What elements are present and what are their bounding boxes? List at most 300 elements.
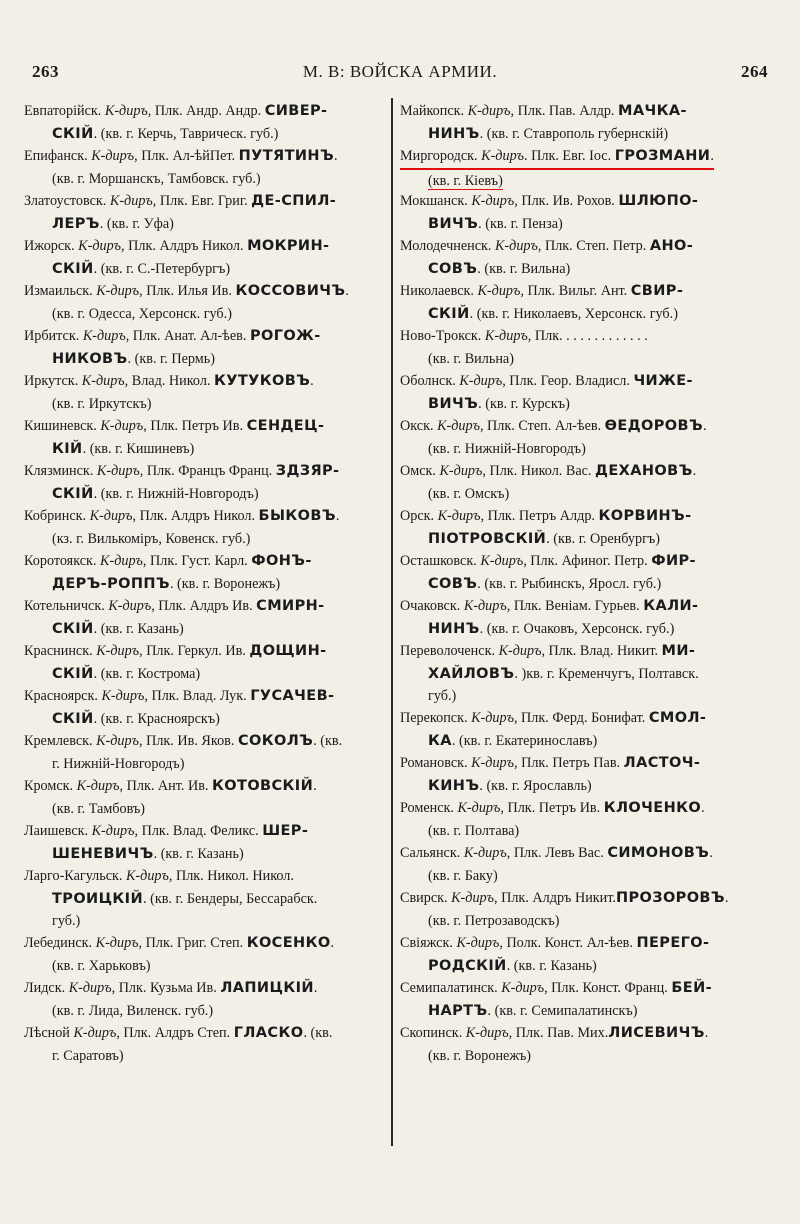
commander-surname: ФОНЪ- bbox=[251, 553, 312, 569]
regiment-entry bbox=[400, 145, 772, 190]
commander-abbr: К-диръ bbox=[81, 373, 125, 389]
entry-line-2 bbox=[400, 348, 772, 371]
rank-and-initials: , Плк. Алдръ Никол. bbox=[132, 508, 259, 524]
entry-line-2 bbox=[24, 348, 386, 371]
entry-line-2 bbox=[24, 618, 386, 641]
regiment-name: Лаишевск. bbox=[24, 823, 92, 839]
rank-and-initials: , Плк. Илья Ив. bbox=[139, 283, 236, 299]
regiment-entry bbox=[400, 932, 772, 977]
commander-surname-cont: ЛЕРЪ bbox=[52, 215, 100, 232]
entry-line-1 bbox=[24, 100, 386, 123]
commander-surname: СМОЛ- bbox=[648, 710, 707, 726]
rank-and-initials: . Плк. Евг. Іос. bbox=[524, 148, 615, 164]
commander-surname-cont: ВИЧЪ bbox=[428, 395, 479, 412]
punctuation: . bbox=[709, 845, 713, 861]
commander-surname-cont: КІЙ bbox=[52, 440, 83, 457]
regiment-entry bbox=[24, 820, 386, 865]
rank-and-initials: , Плк. Петръ Ив. bbox=[500, 800, 604, 816]
entry-line-1 bbox=[400, 1022, 772, 1045]
quarters-location: (кв. г. Петрозаводскъ) bbox=[428, 912, 560, 929]
commander-surname: КАЛИ- bbox=[643, 598, 699, 614]
quarters-location: (кв. г. Баку) bbox=[428, 867, 498, 884]
commander-surname: КОССОВИЧЪ bbox=[235, 283, 346, 299]
commander-surname: ПЕРЕГО- bbox=[636, 935, 710, 951]
entry-line-1 bbox=[24, 977, 386, 1000]
regiment-name: Ижорск. bbox=[24, 238, 79, 254]
rank-and-initials: , Плк. Ал-ѣйПет. bbox=[134, 148, 239, 164]
quarters-location: . (кв. г. Казань) bbox=[153, 845, 244, 862]
entry-line-1 bbox=[400, 505, 772, 528]
entry-line-2 bbox=[24, 1045, 386, 1068]
regiment-name: Свирск. bbox=[400, 890, 452, 906]
regiment-entry bbox=[24, 460, 386, 505]
regiment-name: Переволоченск. bbox=[400, 643, 499, 659]
quarters-location: . (кв. г. Очаковъ, Херсонск. губ.) bbox=[479, 620, 675, 637]
quarters-location: (кв. г. Нижній-Новгородъ) bbox=[428, 440, 586, 457]
commander-abbr: К-диръ bbox=[501, 980, 545, 996]
commander-abbr: К-диръ bbox=[465, 1025, 509, 1041]
regiment-entry bbox=[400, 707, 772, 752]
regiment-name: Лебединск. bbox=[24, 935, 96, 951]
entry-line-1 bbox=[24, 775, 386, 798]
commander-abbr: К-диръ bbox=[477, 283, 521, 299]
punctuation: . bbox=[710, 148, 714, 164]
commander-abbr: К-диръ bbox=[481, 148, 525, 164]
regiment-name: Скопинск. bbox=[400, 1025, 466, 1041]
running-title: М. В: ВОЙСКА АРМИИ. bbox=[302, 62, 498, 81]
commander-surname-cont: ДЕРЪ-РОППЪ bbox=[52, 575, 170, 592]
regiment-entry bbox=[24, 235, 386, 280]
entry-line-2 bbox=[400, 170, 772, 191]
entry-line-2 bbox=[24, 573, 386, 596]
commander-surname-cont: КА bbox=[428, 732, 452, 749]
commander-surname-cont: ТРОИЦКІЙ bbox=[52, 890, 144, 907]
entry-line-2 bbox=[400, 775, 772, 798]
commander-surname-cont: ПІОТРОВСКІЙ bbox=[428, 530, 547, 547]
regiment-entry bbox=[400, 977, 772, 1022]
entry-line-2 bbox=[400, 865, 772, 888]
commander-surname: ДЕХАНОВЪ bbox=[595, 463, 693, 479]
commander-abbr: К-диръ bbox=[480, 553, 524, 569]
regiment-name: Красноярск. bbox=[24, 688, 102, 704]
entry-line-1 bbox=[400, 977, 772, 1000]
regiment-name: Кромск. bbox=[24, 778, 77, 794]
rank-and-initials: , Плк. Алдръ Никол. bbox=[121, 238, 248, 254]
rank-and-initials: , Плк. Пав. Мих. bbox=[508, 1025, 609, 1041]
entry-line-1 bbox=[400, 550, 772, 573]
commander-surname: КУТУКОВЪ bbox=[214, 373, 311, 389]
quarters-location: . (кв. г. Семипалатинскъ) bbox=[487, 1002, 638, 1019]
entry-line-1 bbox=[400, 370, 772, 393]
rank-and-initials: , Плк. Влад. Никит. bbox=[541, 643, 662, 659]
commander-abbr: К-диръ bbox=[457, 800, 501, 816]
rank-and-initials: , Плк. Алдръ Степ. bbox=[116, 1025, 234, 1041]
rank-and-initials: , Плк. Ив. Яков. bbox=[138, 733, 238, 749]
entry-line-1 bbox=[24, 820, 386, 843]
quarters-location: . (кв. г. Екатеринославъ) bbox=[451, 732, 598, 749]
entry-line-1 bbox=[24, 370, 386, 393]
punctuation: . bbox=[330, 935, 335, 951]
regiment-entry bbox=[400, 190, 772, 235]
regiment-name: Николаевск. bbox=[400, 283, 478, 299]
punctuation: . bbox=[692, 463, 697, 479]
rank-and-initials: , Плк. Влад. Лук. bbox=[144, 688, 251, 704]
entry-line-2 bbox=[400, 618, 772, 641]
commander-abbr: К-диръ bbox=[498, 643, 542, 659]
entry-line-2 bbox=[24, 663, 386, 686]
rank-and-initials: , Плк. Густ. Карл. bbox=[142, 553, 252, 569]
rank-and-initials: , Плк. Петръ Ив. bbox=[143, 418, 247, 434]
entry-line-2 bbox=[400, 438, 772, 461]
entry-line-1 bbox=[400, 887, 772, 910]
rank-and-initials: , Влад. Никол. bbox=[124, 373, 215, 389]
regiment-name: Майкопск. bbox=[400, 103, 468, 119]
commander-surname-cont: НИНЪ bbox=[428, 620, 480, 637]
entry-line-1 bbox=[400, 235, 772, 258]
commander-abbr: К-диръ bbox=[96, 463, 140, 479]
punctuation: . bbox=[335, 508, 340, 524]
regiment-name: Кремлевск. bbox=[24, 733, 97, 749]
entry-line-1 bbox=[400, 415, 772, 438]
regiment-name: Семипалатинск. bbox=[400, 980, 502, 996]
commander-surname: МАЧКА- bbox=[618, 103, 687, 119]
quarters-location: (кв. г. Воронежъ) bbox=[428, 1047, 532, 1064]
regiment-name: Епифанск. bbox=[24, 148, 92, 164]
regiment-name: Окск. bbox=[400, 418, 438, 434]
rank-and-initials: , Плк. Геор. Владисл. bbox=[502, 373, 634, 389]
entry-line-2 bbox=[400, 393, 772, 416]
punctuation: . (кв. bbox=[313, 733, 343, 749]
commander-surname-cont: НИНЪ bbox=[428, 125, 480, 142]
regiment-entry bbox=[24, 865, 386, 932]
entry-line-2 bbox=[400, 303, 772, 326]
quarters-location: . (кв. г. Керчь, Таврическ. губ.) bbox=[93, 125, 279, 142]
regiment-name: Краснинск. bbox=[24, 643, 97, 659]
commander-abbr: К-диръ bbox=[495, 238, 538, 254]
commander-abbr: К-диръ bbox=[76, 778, 120, 794]
regiment-name: Очаковск. bbox=[400, 598, 464, 614]
regiment-entry bbox=[24, 640, 386, 685]
entry-line-1 bbox=[24, 460, 386, 483]
rank-and-initials: , Плк. Ив. Рохов. bbox=[514, 193, 619, 209]
regiment-name: Котельничск. bbox=[24, 598, 109, 614]
quarters-location: . )кв. г. Кременчугъ, Полтавск. bbox=[514, 665, 699, 682]
entry-line-1 bbox=[24, 595, 386, 618]
punctuation: . bbox=[345, 283, 349, 299]
rank-and-initials: , Плк. . . . . . . . . . . . . bbox=[527, 328, 648, 344]
entry-line-1 bbox=[24, 685, 386, 708]
commander-surname: ЛИСЕВИЧЪ bbox=[608, 1025, 705, 1041]
entry-line-2 bbox=[400, 258, 772, 281]
regiment-entry bbox=[400, 752, 772, 797]
commander-surname: СОКОЛЪ bbox=[237, 733, 314, 749]
entry-line-2 bbox=[24, 168, 386, 191]
commander-surname: СЕНДЕЦ- bbox=[246, 418, 325, 434]
commander-surname-cont: НАРТЪ bbox=[428, 1002, 488, 1019]
regiment-entry bbox=[400, 1022, 772, 1067]
entry-line-1 bbox=[24, 415, 386, 438]
entry-line-2 bbox=[400, 1000, 772, 1023]
entry-line-2 bbox=[400, 483, 772, 506]
commander-surname: ГРОЗМАНИ bbox=[614, 148, 711, 164]
commander-surname: ЗДЗЯР- bbox=[275, 463, 340, 479]
commander-surname-cont: ШЕНЕВИЧЪ bbox=[52, 845, 154, 862]
commander-abbr: К-диръ bbox=[95, 935, 139, 951]
regiment-entry bbox=[24, 595, 386, 640]
quarters-location: . (кв. г. Казань) bbox=[93, 620, 184, 637]
entry-line-1 bbox=[400, 100, 772, 123]
commander-surname-cont: СКІЙ bbox=[52, 260, 94, 277]
commander-abbr: К-диръ bbox=[100, 553, 143, 569]
quarters-location: . (кв. г. Пермь) bbox=[127, 350, 215, 367]
rank-and-initials: , Плк. Францъ Франц. bbox=[139, 463, 276, 479]
regiment-name: Роменск. bbox=[400, 800, 458, 816]
regiment-entry bbox=[400, 797, 772, 842]
commander-surname: СМИРН- bbox=[256, 598, 325, 614]
commander-abbr: К-диръ bbox=[78, 238, 122, 254]
rank-and-initials: , Полк. Конст. Ал-ѣев. bbox=[499, 935, 637, 951]
commander-surname-cont: ХАЙЛОВЪ bbox=[428, 665, 515, 682]
regiment-name: Златоустовск. bbox=[24, 193, 110, 209]
entry-line-2 bbox=[24, 393, 386, 416]
regiment-name: Лѣсной bbox=[24, 1025, 74, 1041]
quarters-location: . (кв. г. Курскъ) bbox=[478, 395, 570, 412]
commander-surname-cont: СКІЙ bbox=[52, 485, 94, 502]
entry-line-1 bbox=[24, 1022, 386, 1045]
regiment-name: Измаильск. bbox=[24, 283, 97, 299]
regiment-entry bbox=[24, 977, 386, 1022]
rank-and-initials: , Плк. Геркул. Ив. bbox=[139, 643, 250, 659]
commander-abbr: К-диръ bbox=[463, 598, 507, 614]
quarters-location: . (кв. г. Ярославль) bbox=[479, 777, 592, 794]
entry-line-1 bbox=[400, 752, 772, 775]
commander-abbr: К-диръ bbox=[456, 935, 500, 951]
commander-surname: СИМОНОВЪ bbox=[607, 845, 710, 861]
entry-line-2 bbox=[24, 123, 386, 146]
quarters-location: (кз. г. Вилькоміръ, Ковенск. губ.) bbox=[52, 530, 251, 547]
page-number-right: 264 bbox=[741, 62, 768, 81]
commander-surname: ФИР- bbox=[651, 553, 696, 569]
entry-line-1 bbox=[24, 325, 386, 348]
entry-line-2 bbox=[24, 483, 386, 506]
entry-line-2 bbox=[24, 528, 386, 551]
commander-abbr: К-диръ bbox=[467, 103, 511, 119]
entry-line-2 bbox=[400, 528, 772, 551]
regiment-name: Клязминск. bbox=[24, 463, 97, 479]
punctuation: . bbox=[701, 800, 705, 816]
commander-surname: МИ- bbox=[661, 643, 696, 659]
regiment-entry bbox=[24, 190, 386, 235]
regiment-name: Омск. bbox=[400, 463, 440, 479]
entry-line-1 bbox=[24, 145, 386, 168]
entry-line-1 bbox=[400, 460, 772, 483]
entry-line-2 bbox=[24, 303, 386, 326]
commander-surname: ѲЕДОРОВЪ bbox=[604, 418, 703, 434]
commander-surname: ЧИЖЕ- bbox=[633, 373, 693, 389]
column-divider bbox=[391, 98, 393, 1146]
commander-surname-cont: РОДСКІЙ bbox=[428, 957, 507, 974]
commander-surname: БЫКОВЪ bbox=[258, 508, 336, 524]
commander-surname-cont: СОВЪ bbox=[428, 575, 478, 592]
commander-surname: КОСЕНКО bbox=[246, 935, 331, 951]
quarters-location: . (кв. г. Вильна) bbox=[477, 260, 571, 277]
commander-surname: ПУТЯТИНЪ bbox=[238, 148, 334, 164]
entry-line-1 bbox=[24, 865, 386, 888]
quarters-location: (кв. г. Моршанскъ, Тамбовск. губ.) bbox=[52, 170, 261, 187]
regiment-entry bbox=[400, 550, 772, 595]
entry-line-2 bbox=[400, 1045, 772, 1068]
quarters-location: (кв. г. Омскъ) bbox=[428, 485, 510, 502]
quarters-location-cont: губ.) bbox=[52, 913, 81, 929]
rank-and-initials: , Плк. Евг. Григ. bbox=[152, 193, 252, 209]
entry-line-3 bbox=[24, 910, 386, 932]
punctuation: . bbox=[333, 148, 338, 164]
rank-and-initials: , Плк. Степ. Петр. bbox=[537, 238, 650, 254]
commander-abbr: К-диръ bbox=[126, 868, 169, 884]
commander-abbr: К-диръ bbox=[471, 193, 515, 209]
quarters-location: (кв. г. Вильна) bbox=[428, 350, 514, 367]
regiment-name: Ново-Трокск. bbox=[400, 328, 485, 344]
commander-abbr: К-диръ bbox=[437, 508, 481, 524]
commander-surname: БЕЙ- bbox=[671, 980, 713, 996]
commander-surname: ГУСАЧЕВ- bbox=[250, 688, 335, 704]
punctuation: . bbox=[313, 980, 318, 996]
commander-surname-cont: СКІЙ bbox=[52, 125, 94, 142]
quarters-location: . (кв. г. Уфа) bbox=[99, 215, 174, 232]
commander-surname: ДЕ-СПИЛ- bbox=[251, 193, 337, 209]
entry-line-1 bbox=[400, 797, 772, 820]
commander-abbr: К-диръ bbox=[96, 733, 139, 749]
entry-line-1 bbox=[24, 280, 386, 303]
entry-line-2 bbox=[400, 910, 772, 933]
entry-line-1 bbox=[24, 640, 386, 663]
regiment-entry bbox=[400, 842, 772, 887]
commander-surname: ДОЩИН- bbox=[249, 643, 327, 659]
regiment-entry bbox=[24, 505, 386, 550]
quarters-location: . (кв. г. С.-Петербургъ) bbox=[93, 260, 231, 277]
commander-abbr: К-диръ bbox=[108, 598, 152, 614]
quarters-location: . (кв. г. Нижній-Новгородъ) bbox=[93, 485, 259, 502]
regiment-entry bbox=[400, 415, 772, 460]
left-column bbox=[24, 100, 386, 1067]
regiment-name: Орск. bbox=[400, 508, 438, 524]
commander-abbr: К-диръ bbox=[451, 890, 495, 906]
commander-surname: ГЛАСКО bbox=[233, 1025, 304, 1041]
quarters-location: г. Саратовъ) bbox=[52, 1047, 124, 1064]
regiment-name: Свіяжск. bbox=[400, 935, 457, 951]
commander-surname-cont: СОВЪ bbox=[428, 260, 478, 277]
quarters-location: . (кв. г. Ставрополь губернскій) bbox=[479, 125, 669, 142]
commander-abbr: К-диръ bbox=[471, 710, 514, 726]
rank-and-initials: , Плк. Кузьма Ив. bbox=[111, 980, 221, 996]
regiment-entry bbox=[400, 595, 772, 640]
rank-and-initials: , Плк. Григ. Степ. bbox=[138, 935, 247, 951]
quarters-location: . (кв. г. Рыбинскъ, Яросл. губ.) bbox=[477, 575, 662, 592]
entry-line-1 bbox=[400, 640, 772, 663]
entry-line-1 bbox=[24, 550, 386, 573]
regiment-name: Лидск. bbox=[24, 980, 69, 996]
regiment-entry bbox=[24, 730, 386, 775]
commander-surname-cont: СКІЙ bbox=[52, 665, 94, 682]
entry-line-1 bbox=[24, 505, 386, 528]
commander-abbr: К-диръ bbox=[104, 103, 148, 119]
regiment-entry bbox=[400, 280, 772, 325]
quarters-location: . (кв. г. Пенза) bbox=[478, 215, 563, 232]
commander-surname: ПРОЗОРОВЪ bbox=[615, 890, 725, 906]
regiment-name: Оболнск. bbox=[400, 373, 460, 389]
quarters-location: (кв. г. Харьковъ) bbox=[52, 957, 151, 974]
entry-line-2 bbox=[400, 955, 772, 978]
commander-surname-cont: СКІЙ bbox=[52, 620, 94, 637]
regiment-name: Евпаторійск. bbox=[24, 103, 105, 119]
commander-surname-cont: СКІЙ bbox=[52, 710, 94, 727]
entry-line-1 bbox=[24, 235, 386, 258]
entry-line-2 bbox=[24, 843, 386, 866]
rank-and-initials: , Плк. Степ. Ал-ѣев. bbox=[479, 418, 605, 434]
entry-line-1 bbox=[400, 707, 772, 730]
regiment-entry bbox=[24, 280, 386, 325]
punctuation: . (кв. bbox=[303, 1025, 333, 1041]
commander-abbr: К-диръ bbox=[82, 328, 126, 344]
commander-surname: КОРВИНЪ- bbox=[598, 508, 692, 524]
regiment-name: Кишиневск. bbox=[24, 418, 101, 434]
page-number-left: 263 bbox=[32, 62, 59, 81]
quarters-location: . (кв. г. Воронежъ) bbox=[169, 575, 281, 592]
regiment-entry bbox=[24, 1022, 386, 1067]
regiment-entry bbox=[24, 775, 386, 820]
commander-surname: ЛАПИЦКІЙ bbox=[220, 980, 314, 996]
regiment-name: Кобринск. bbox=[24, 508, 90, 524]
regiment-entry bbox=[400, 100, 772, 145]
commander-surname-cont: НИКОВЪ bbox=[52, 350, 128, 367]
punctuation: . bbox=[310, 373, 314, 389]
entry-line-1 bbox=[24, 190, 386, 213]
regiment-name: Иркутск. bbox=[24, 373, 82, 389]
entry-line-2 bbox=[400, 730, 772, 753]
quarters-location: . (кв. г. Кишиневъ) bbox=[82, 440, 195, 457]
entry-line-2 bbox=[400, 663, 772, 686]
entry-line-1 bbox=[400, 190, 772, 213]
quarters-location: . (кв. г. Бендеры, Бессарабск. bbox=[143, 890, 318, 907]
quarters-location: . (кв. г. Казань) bbox=[506, 957, 597, 974]
regiment-entry bbox=[400, 460, 772, 505]
rank-and-initials: , Плк. Андр. Андр. bbox=[147, 103, 265, 119]
entry-line-2 bbox=[24, 213, 386, 236]
commander-surname: СВИР- bbox=[630, 283, 684, 299]
commander-abbr: К-диръ bbox=[484, 328, 528, 344]
quarters-location: (кв. г. Одесса, Херсонск. губ.) bbox=[52, 305, 232, 322]
page-header bbox=[32, 62, 768, 88]
entry-line-2 bbox=[24, 888, 386, 911]
quarters-location: (кв. г. Тамбовъ) bbox=[52, 800, 146, 817]
regiment-entry bbox=[24, 325, 386, 370]
regiment-name: Перекопск. bbox=[400, 710, 472, 726]
rank-and-initials: , Плк. Ант. Ив. bbox=[119, 778, 213, 794]
entry-line-2 bbox=[400, 573, 772, 596]
commander-surname: КЛОЧЕНКО bbox=[603, 800, 702, 816]
entry-line-1 bbox=[400, 932, 772, 955]
rank-and-initials: , Плк. Алдръ Никит. bbox=[494, 890, 616, 906]
entry-line-2 bbox=[24, 753, 386, 776]
entry-line-2 bbox=[24, 258, 386, 281]
commander-abbr: К-диръ bbox=[96, 283, 140, 299]
entry-line-2 bbox=[24, 955, 386, 978]
rank-and-initials: , Плк. Никол. Никол. bbox=[168, 868, 294, 884]
quarters-location: . (кв. г. Красноярскъ) bbox=[93, 710, 220, 727]
entry-line-1 bbox=[400, 280, 772, 303]
quarters-location: (кв. г. Полтава) bbox=[428, 822, 520, 839]
regiment-entry bbox=[24, 685, 386, 730]
